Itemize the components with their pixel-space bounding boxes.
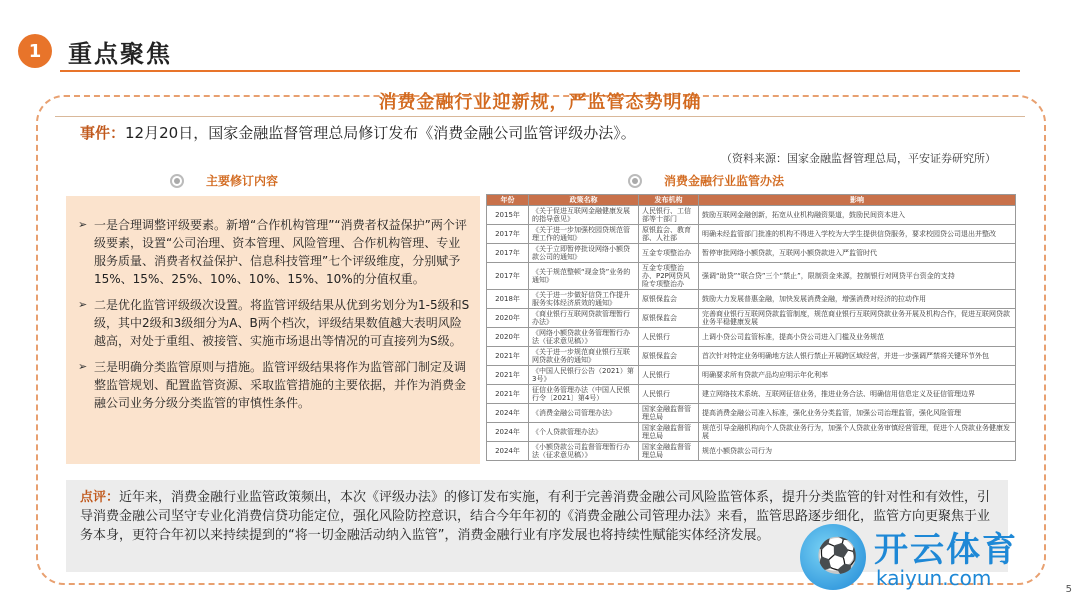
table-cell: 《关于进一步做好信贷工作提升服务实体经济质效的通知》 — [529, 290, 639, 309]
table-cell: 2017年 — [487, 263, 529, 290]
table-cell: 暂停审批网络小额贷款，互联网小额贷款进入严监管时代 — [699, 244, 1016, 263]
table-cell: 规范小额贷款公司行为 — [699, 442, 1016, 461]
table-cell: 2021年 — [487, 366, 529, 385]
table-row — [487, 328, 1016, 347]
event-text: 12月20日，国家金融监督管理总局修订发布《消费金融公司监管评级办法》。 — [125, 124, 636, 142]
page-number: 5 — [1065, 584, 1072, 595]
radio-bullet-icon — [628, 174, 642, 188]
right-section-title: 消费金融行业监管办法 — [664, 174, 785, 188]
table-cell: 《个人贷款管理办法》 — [529, 423, 639, 442]
revision-bullet: ➢ 三是明确分类监管原则与措施。监管评级结果将作为监管部门制定及调整监管规划、配置监管资源、采取监管措施的主要依据，并作为消费金融公司业务分级分类监管的审慎性条件。 — [78, 358, 470, 412]
table-cell: 《商业银行互联网贷款管理暂行办法》 — [529, 309, 639, 328]
radio-bullet-icon — [170, 174, 184, 188]
table-row — [487, 366, 1016, 385]
table-cell: 2017年 — [487, 225, 529, 244]
table-cell: 国家金融监督管理总局 — [639, 442, 699, 461]
table-row — [487, 206, 1016, 225]
table-cell: 2020年 — [487, 309, 529, 328]
revision-bullet: ➢ 二是优化监管评级级次设置。将监管评级结果从优到劣划分为1-5级和S级，其中2级和3级细分为A、B两个档次，评级结果数值越大表明风险越高，对处于重组、被接管、实施市场退出等情况的可直接列为S级。 — [78, 296, 470, 350]
table-cell: 国家金融监督管理总局 — [639, 423, 699, 442]
column-header: 影响 — [699, 195, 1016, 206]
table-cell: 鼓励互联网金融创新，拓宽从业机构融资渠道，鼓励民间资本进入 — [699, 206, 1016, 225]
table-cell: 《关于促进互联网金融健康发展的指导意见》 — [529, 206, 639, 225]
table-cell: 《中国人民银行公告（2021）第3号》 — [529, 366, 639, 385]
table-cell: 人民银行、工信部等十部门 — [639, 206, 699, 225]
column-header: 发布机构 — [639, 195, 699, 206]
table-cell: 《关于立即暂停批设网络小额贷款公司的通知》 — [529, 244, 639, 263]
table-row — [487, 347, 1016, 366]
table-cell: 首次针对特定业务明确地方法人银行禁止开展跨区域经营，并进一步强调严禁将关键环节外包 — [699, 347, 1016, 366]
table-cell: 原银监会、教育部、人社部 — [639, 225, 699, 244]
table-cell: 2024年 — [487, 442, 529, 461]
column-header: 政策名称 — [529, 195, 639, 206]
table-cell: 明确未经监管部门批准的机构不得进入学校为大学生提供信贷服务，要求校园贷公司退出并整改 — [699, 225, 1016, 244]
column-header: 年份 — [487, 195, 529, 206]
left-section-title: 主要修订内容 — [206, 174, 279, 188]
table-cell: 《关于进一步规范商业银行互联网贷款业务的通知》 — [529, 347, 639, 366]
table-cell: 鼓励大力发展普惠金融，加快发展消费金融，增强消费对经济的拉动作用 — [699, 290, 1016, 309]
table-row — [487, 225, 1016, 244]
table-cell: 互金专项整治办、P2P网贷风险专项整治办 — [639, 263, 699, 290]
table-cell: 人民银行 — [639, 385, 699, 404]
table-cell: 《网络小额贷款业务管理暂行办法（征求意见稿）》 — [529, 328, 639, 347]
table-cell: 2015年 — [487, 206, 529, 225]
table-cell: 互金专项整治办 — [639, 244, 699, 263]
table-cell: 2021年 — [487, 347, 529, 366]
table-cell: 国家金融监督管理总局 — [639, 404, 699, 423]
page-title: 重点聚焦 — [68, 40, 172, 68]
table-cell: 原银保监会 — [639, 290, 699, 309]
right-section-heading — [628, 172, 784, 189]
table-cell: 提高消费金融公司准入标准，强化业务分类监管，加强公司治理监管，强化风险管理 — [699, 404, 1016, 423]
table-cell: 人民银行 — [639, 366, 699, 385]
table-cell: 2017年 — [487, 244, 529, 263]
table-row — [487, 244, 1016, 263]
table-body — [487, 206, 1016, 461]
table-cell: 原银保监会 — [639, 309, 699, 328]
revision-panel — [66, 196, 480, 464]
comment-text: 近年来，消费金融行业监管政策频出，本次《评级办法》的修订发布实施，有利于完善消费金融公司风险监管体系，提升分类监管的针对性和有效性，引导消费金融公司坚守专业化消费信贷功能定位，强化风险防控意识，结合今年年初的《消费金融公司管理办法》来看，监管思路逐步细化，监管方向更聚焦于业务本身，更符合年初以来持续提到的“将一切金融活动纳入监管”，消费金融行业有序发展也将持续性赋能实体经济发展。 — [80, 490, 991, 543]
table-row — [487, 290, 1016, 309]
event-tag: 事件： — [80, 124, 126, 142]
left-section-heading — [170, 172, 278, 189]
table-cell: 《关于进一步加强校园贷规范管理工作的通知》 — [529, 225, 639, 244]
watermark-url: kaiyun.com — [876, 566, 992, 590]
table-cell: 明确要求所有贷款产品均应明示年化利率 — [699, 366, 1016, 385]
banner-divider — [55, 116, 1025, 117]
table-row — [487, 442, 1016, 461]
page-header — [0, 0, 1080, 74]
football-logo-icon — [800, 524, 866, 590]
comment-tag: 点评： — [80, 490, 120, 505]
regulation-table — [486, 194, 1016, 461]
banner-title: 消费金融行业迎新规，严监管态势明确 — [378, 92, 702, 113]
table-cell: 上调小贷公司监管标准，提高小贷公司进入门槛及业务规范 — [699, 328, 1016, 347]
table-cell: 规范引导金融机构向个人贷款业务行为，加强个人贷款业务审慎经营管理，促进个人贷款业务健康发展 — [699, 423, 1016, 442]
table-row — [487, 309, 1016, 328]
table-row — [487, 404, 1016, 423]
revision-bullet: ➢ 一是合理调整评级要素。新增“合作机构管理”“消费者权益保护”两个评级要素，设置“公司治理、资本管理、风险管理、合作机构管理、专业服务质量、消费者权益保护、信息科技管理”七个评级维度，分别赋予15%、15%、25%、10%、10%、15%、10%的分值权重。 — [78, 216, 470, 288]
source-note: （资料来源：国家金融监督管理总局，平安证券研究所） — [721, 152, 996, 165]
table-cell: 征信业务管理办法（中国人民银行令〔2021〕第4号） — [529, 385, 639, 404]
watermark-logo — [800, 518, 1070, 600]
watermark-name: 开云体育 — [874, 530, 1018, 570]
table-row — [487, 263, 1016, 290]
event-line — [80, 122, 636, 143]
table-cell: 2024年 — [487, 404, 529, 423]
table-cell: 完善商业银行互联网贷款监管制度，规范商业银行互联网贷款业务开展及机构合作，促进互联网贷款业务平稳健康发展 — [699, 309, 1016, 328]
table-cell: 强调“助贷”“联合贷”三个“禁止”，限制资金来源，控制银行对网贷平台资金的支持 — [699, 263, 1016, 290]
table-header-row — [487, 195, 1016, 206]
table-cell: 《小额贷款公司监督管理暂行办法（征求意见稿）》 — [529, 442, 639, 461]
table-cell: 《关于规范整顿“现金贷”业务的通知》 — [529, 263, 639, 290]
table-cell: 《消费金融公司管理办法》 — [529, 404, 639, 423]
table-cell: 2024年 — [487, 423, 529, 442]
table-cell: 人民银行 — [639, 328, 699, 347]
table-cell: 原银保监会 — [639, 347, 699, 366]
table-row — [487, 385, 1016, 404]
section-number-badge: 1 — [18, 34, 52, 68]
table-cell: 建立网络技术系统、互联网征信业务，推进业务合法、明确信用信息定义及征信管理边界 — [699, 385, 1016, 404]
table-cell: 2020年 — [487, 328, 529, 347]
table-cell: 2018年 — [487, 290, 529, 309]
table-row — [487, 423, 1016, 442]
table-cell: 2021年 — [487, 385, 529, 404]
header-divider — [60, 70, 1020, 72]
